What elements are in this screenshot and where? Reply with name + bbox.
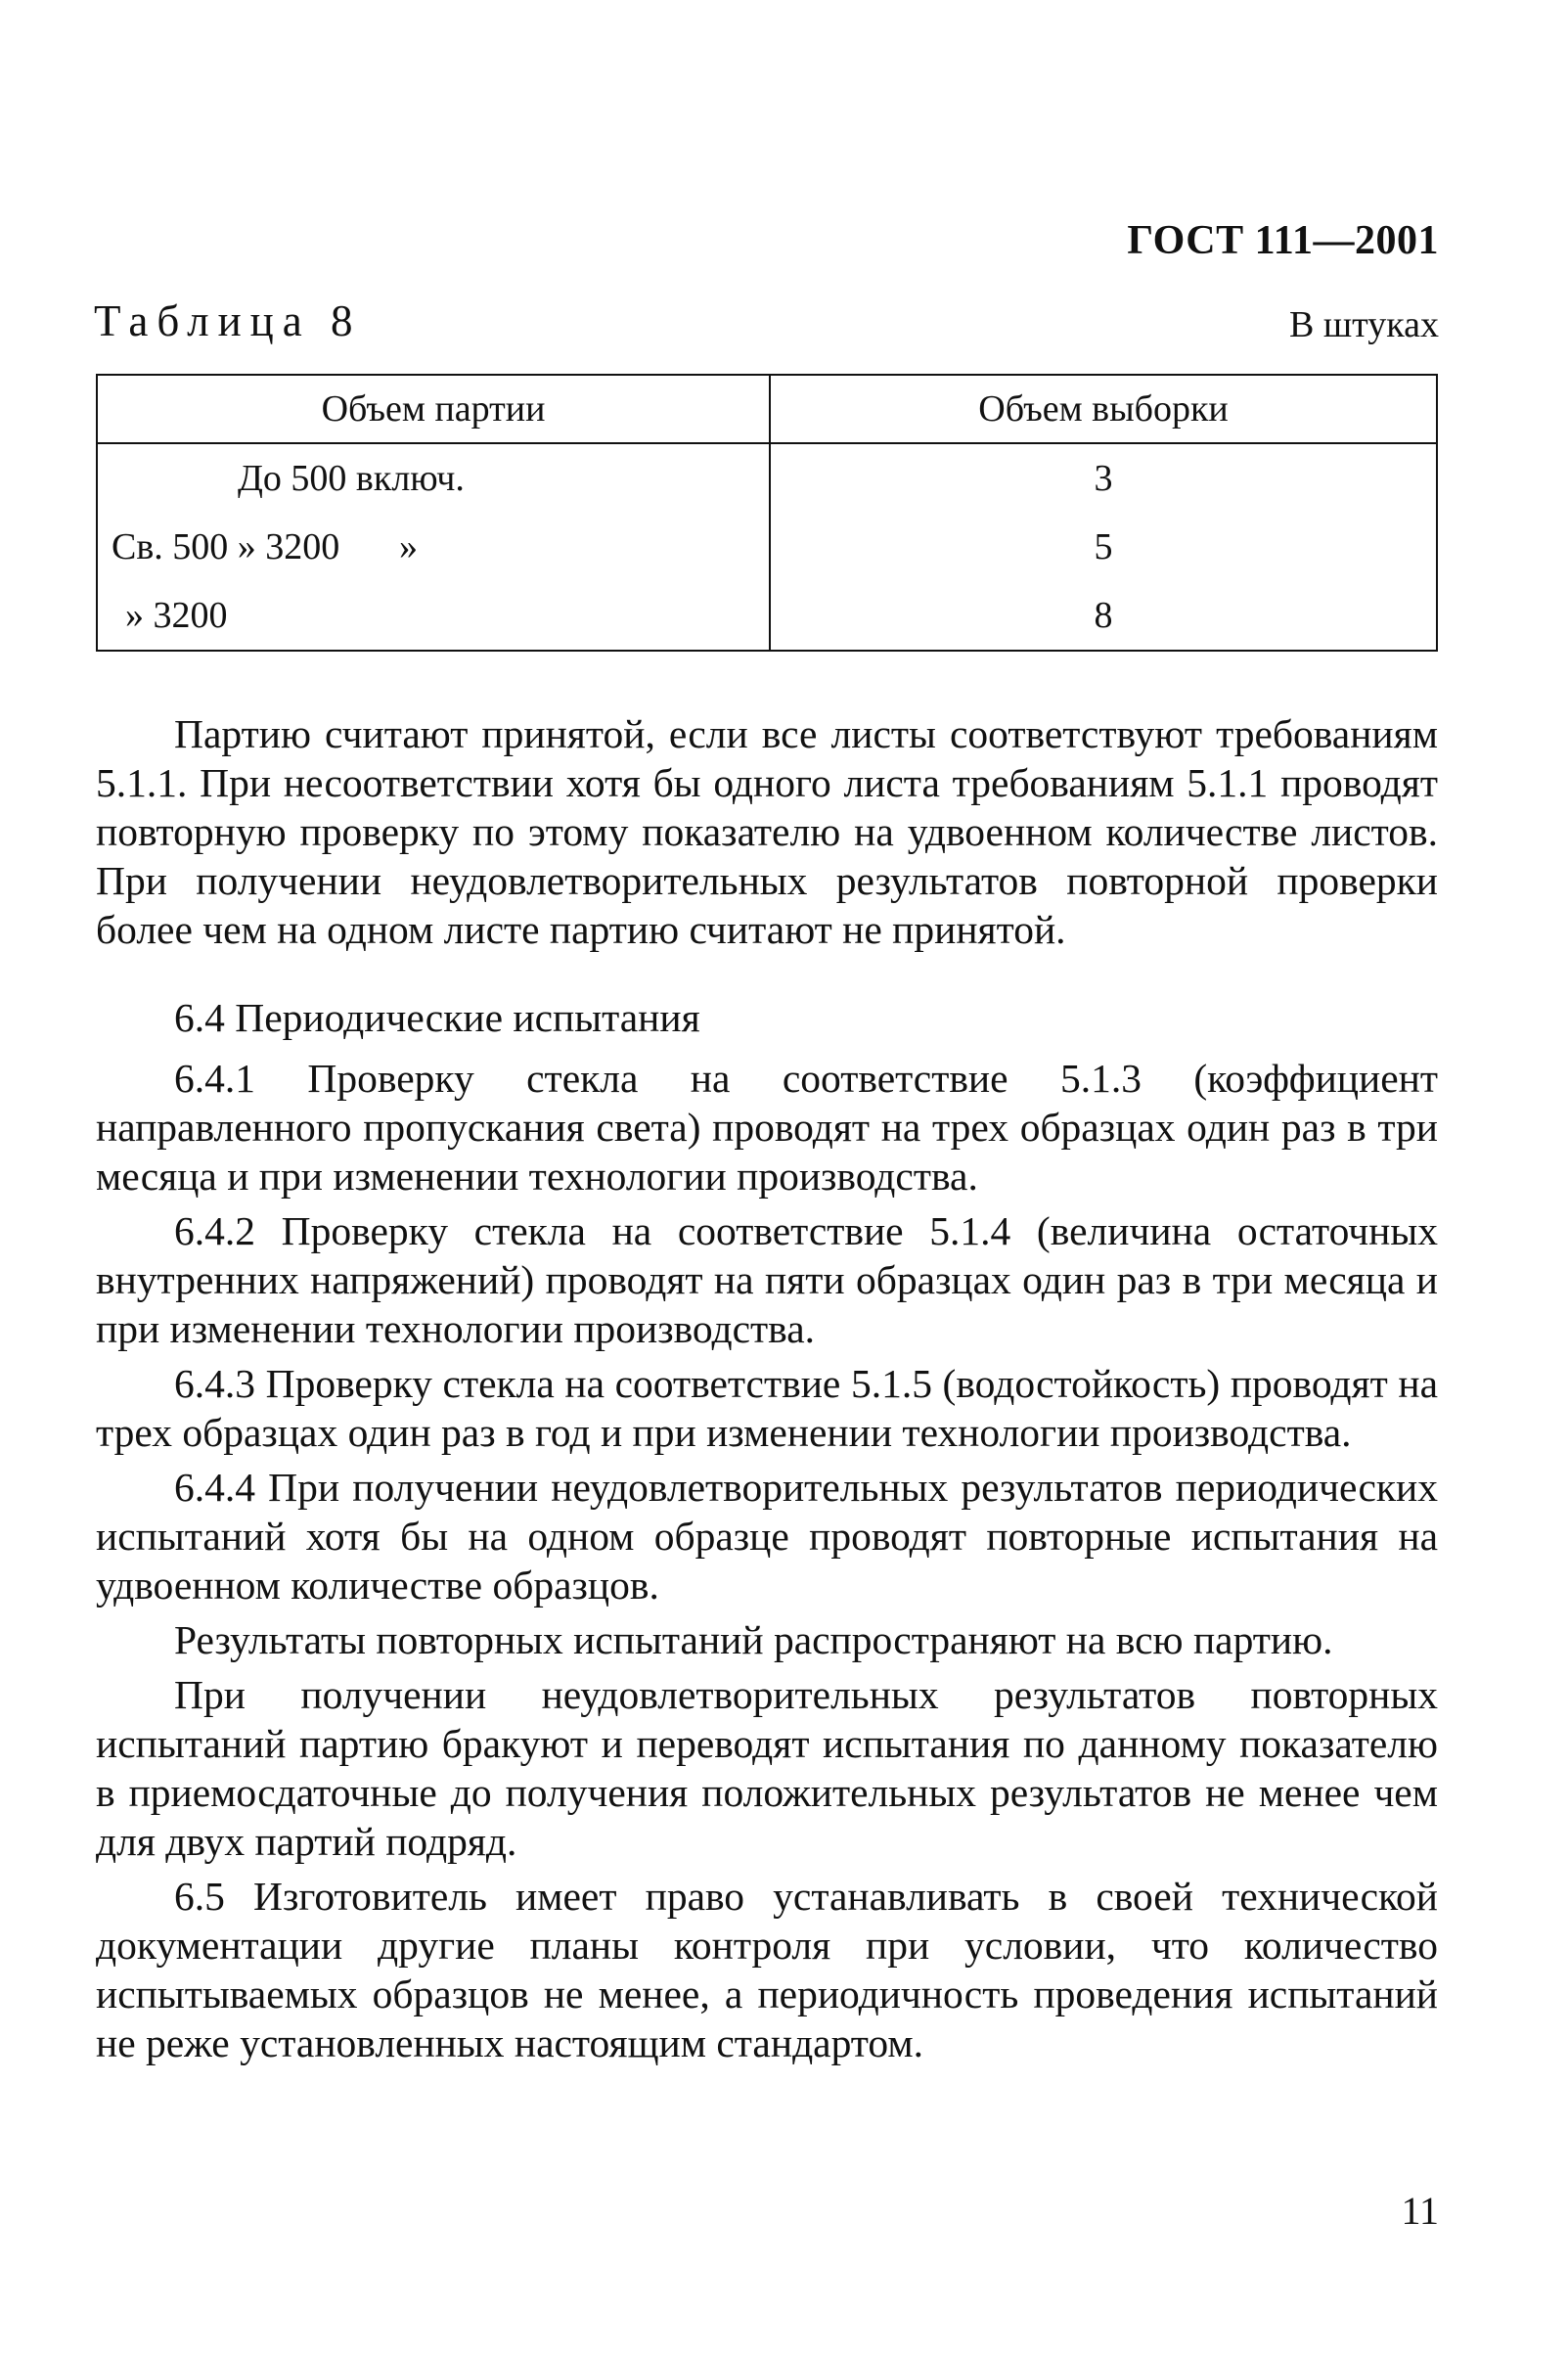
lot-size-text: До 500 включ. xyxy=(238,458,465,499)
lot-size-cell xyxy=(97,513,770,581)
sample-size-cell: 8 xyxy=(770,581,1437,651)
paragraph-acceptance: Партию считают принятой, если все листы соответствуют требованиям 5.1.1. При несоответствии хотя бы одного листа требованиям 5.1.1 проводят повторную проверку по этому показателю на удвоенном количестве листов. При получении неудовлетворительных результатов повторной проверки более чем на одном листе партию считают не принятой. xyxy=(96,711,1438,952)
table-row xyxy=(97,443,1437,513)
table-row xyxy=(97,581,1437,651)
lot-size-ditto-mark: » xyxy=(399,526,418,567)
paragraph-rejection: При получении неудовлетворительных результатов повторных испытаний партию бракуют и переводят испытания по данному показателю в приемосдаточные до получения положительных результатов не менее чем для двух партий подряд. xyxy=(96,1672,1438,1864)
lot-size-cell xyxy=(97,443,770,513)
column-header-sample-size: Объем выборки xyxy=(770,375,1437,443)
column-header-lot-size: Объем партии xyxy=(97,375,770,443)
standard-id: ГОСТ 111—2001 xyxy=(1127,218,1439,263)
table-unit: В штуках xyxy=(1289,304,1439,345)
sample-size-cell: 5 xyxy=(770,513,1437,581)
paragraph-6-4-3: 6.4.3 Проверку стекла на соответствие 5.1.5 (водостойкость) проводят на трех образцах один раз в год и при изменении технологии производства. xyxy=(96,1361,1438,1455)
paragraph-retest-results: Результаты повторных испытаний распространяют на всю партию. xyxy=(174,1617,1333,1662)
paragraph-6-4-2: 6.4.2 Проверку стекла на соответствие 5.1.4 (величина остаточных внутренних напряжений) проводят на пяти образцах один раз в три месяца и при изменении технологии производства. xyxy=(96,1208,1438,1351)
sample-size-cell: 3 xyxy=(770,443,1437,513)
section-heading-periodic-tests: 6.4 Периодические испытания xyxy=(174,995,700,1040)
paragraph-6-4-1: 6.4.1 Проверку стекла на соответствие 5.1.3 (коэффициент направленного пропускания света) проводят на трех образцах один раз в три месяца и при изменении технологии производства. xyxy=(96,1056,1438,1199)
table-row xyxy=(97,513,1437,581)
page-number: 11 xyxy=(1401,2189,1439,2233)
table-header-row xyxy=(97,375,1437,443)
sampling-table xyxy=(96,374,1438,652)
lot-size-text: » 3200 xyxy=(125,595,228,636)
paragraph-6-5: 6.5 Изготовитель имеет право устанавливать в своей технической документации другие планы контроля при условии, что количество испытываемых образцов не менее, а периодичность проведения испытаний не реже установленных настоящим стандартом. xyxy=(96,1874,1438,2065)
lot-size-cell xyxy=(97,581,770,651)
paragraph-6-4-4: 6.4.4 При получении неудовлетворительных результатов периодических испытаний хотя бы на одном образце проводят повторные испытания на удвоенном количестве образцов. xyxy=(96,1465,1438,1608)
table-caption: Таблица 8 xyxy=(94,296,362,345)
lot-size-text: Св. 500 » 3200 xyxy=(112,526,340,567)
body-text xyxy=(96,709,1438,2067)
